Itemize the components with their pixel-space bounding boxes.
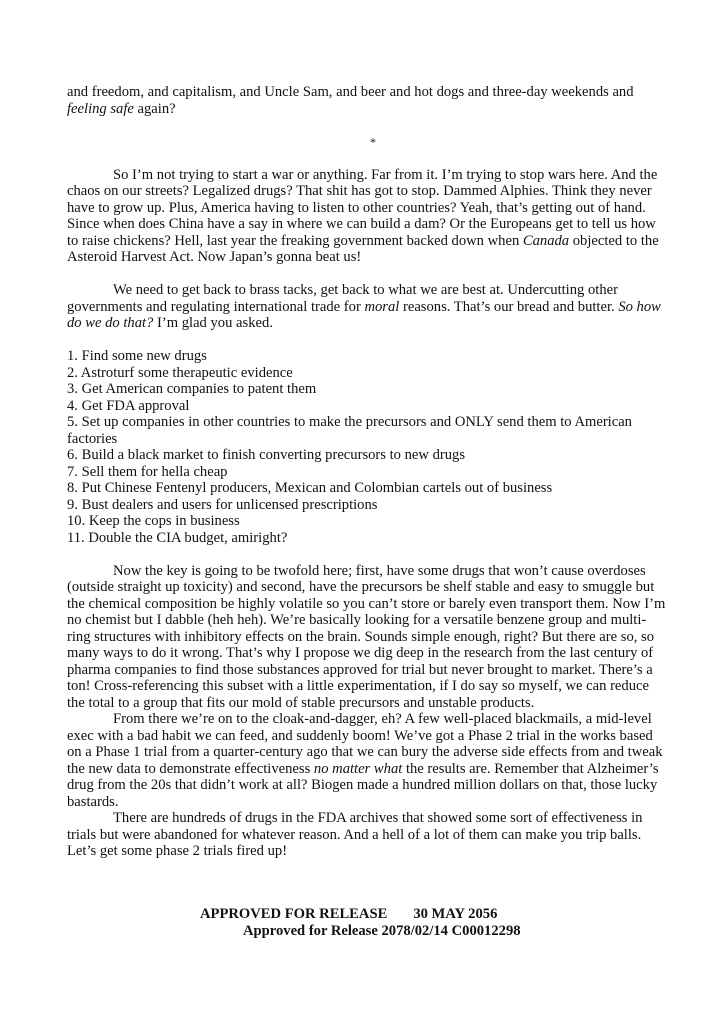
paragraph-fda-archives: There are hundreds of drugs in the FDA archives that showed some sort of effectiveness in trials but were abandoned for whatever reason. And a hell of a lot of them can make you trip balls. Let’s get some phase 2 trials fired up! <box>67 810 643 859</box>
list-item: 6. Build a black market to finish converting precursors to new drugs <box>67 447 465 463</box>
list-item: 8. Put Chinese Fentenyl producers, Mexican and Colombian cartels out of business <box>67 480 553 496</box>
intro-line: and freedom, and capitalism, and Uncle Sam, and beer and hot dogs and three-day weekends and <box>67 84 634 100</box>
spacer <box>67 266 667 283</box>
list-item: 11. Double the CIA budget, amiright? <box>67 529 288 546</box>
paragraph-text: I’m glad you asked. <box>153 315 273 331</box>
release-stamp: Approved for Release 2078/02/14 C00012298 <box>243 923 521 939</box>
italic-emphasis: moral <box>364 298 400 315</box>
intro-italic: feeling safe <box>67 100 134 117</box>
paragraph-text: objected to the Asteroid Harvest Act. Now Japan’s gonna beat us! <box>67 232 659 265</box>
section-separator: * <box>370 134 376 149</box>
intro-rest: again? <box>133 100 176 117</box>
list-item: 1. Find some new drugs <box>67 348 207 364</box>
paragraph-brass-tacks <box>67 282 667 332</box>
spacer <box>67 546 667 563</box>
italic-emphasis: So how do we do that? <box>67 298 661 331</box>
paragraph-text: We need to get back to brass tacks, get back to what we are best at. Undercutting other governments and regulating international trade for <box>67 282 618 315</box>
approved-label: APPROVED FOR RELEASE <box>200 906 388 922</box>
italic-emphasis: no matter what <box>313 760 403 777</box>
approved-date: 30 MAY 2056 <box>413 906 498 922</box>
spacer <box>67 117 667 134</box>
paragraph-wars <box>67 167 667 266</box>
list-item: 2. Astroturf some therapeutic evidence <box>67 364 293 381</box>
paragraph-cloak-and-dagger <box>67 711 667 810</box>
paragraph-twofold: Now the key is going to be twofold here; first, have some drugs that won’t cause overdoses (outside straight up toxicity) and second, have the precursors be shelf stable and easy to smuggle but the chemical composition be highly volatile so you can’t store or barely even transport them. Now I’m no chemist but I dabble (heh heh). We’re basically looking for a versatile benzene group and multi-ring structures with inhibitory effects on the brain. Sounds simple enough, right? But there are so, so many ways to do it wrong. That’s why I propose we dig deep in the research from the last century of pharma companies to find those substances approved for trial but never brought to market. There’s a ton! Cross-referencing this subset with a little experimentation, if I do say so myself, we can reduce the total to a group that fits our mold of stable precursors and unstable products. <box>67 562 666 711</box>
list-item: 10. Keep the cops in business <box>67 513 240 529</box>
paragraph-text: the results are. Remember that Alzheimer’s drug from the 20s that didn’t work at all? Biogen made a hundred million dollars on that, those lucky bastards. <box>67 760 659 810</box>
paragraph-text: So I’m not trying to start a war or anything. Far from it. I’m trying to stop wars here. And the chaos on our streets? Legalized drugs? That shit has got to stop. Dammed Alphies. Think they never have to grow up. Plus, America having to listen to other countries? Yeah, that’s getting out of hand. Since when does China have a say in where we can build a dam? Or the Europeans get to tell us how to raise chickens? Hell, last year the freaking government backed down when <box>67 166 658 249</box>
plan-list <box>67 348 667 546</box>
italic-emphasis: Canada <box>522 232 570 249</box>
list-item: 9. Bust dealers and users for unlicensed prescriptions <box>67 496 378 513</box>
list-item: 7. Sell them for hella cheap <box>67 463 228 480</box>
document-body <box>67 84 667 860</box>
paragraph-text: From there we’re on to the cloak-and-dagger, eh? A few well-placed blackmails, a mid-level exec with a bad habit we can feed, and suddenly boom! We’ve got a Phase 2 trial in the works based on a Phase 1 trial from a quarter-century ago that we can bury the adverse side effects from and tweak the new data to demonstrate effectiveness <box>67 711 663 777</box>
approval-line <box>200 906 497 923</box>
paragraph-text: reasons. That’s our bread and butter. <box>399 298 619 315</box>
spacer <box>67 150 667 167</box>
list-item: 4. Get FDA approval <box>67 397 190 414</box>
paragraph-intro <box>67 84 667 117</box>
list-item: 3. Get American companies to patent them <box>67 381 317 397</box>
spacer <box>67 332 667 349</box>
list-item: 5. Set up companies in other countries to make the precursors and ONLY send them to American factories <box>67 414 632 447</box>
